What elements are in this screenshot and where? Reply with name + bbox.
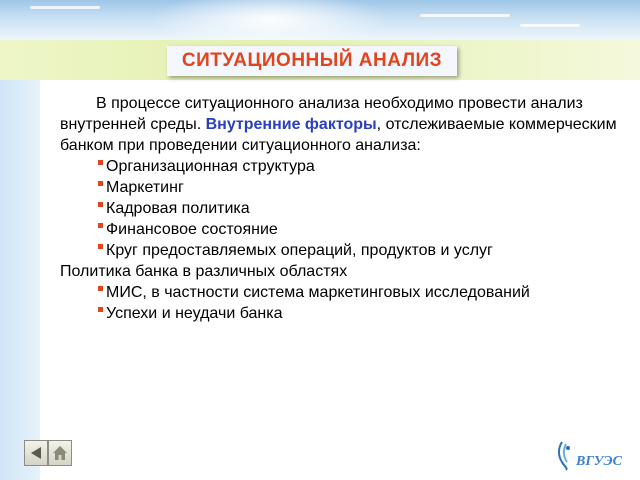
- factors-list: [60, 156, 620, 261]
- university-logo: [556, 440, 626, 472]
- list-item: [98, 177, 620, 198]
- logo-text: ВГУЭС: [576, 454, 622, 469]
- logo-emblem: [559, 442, 570, 470]
- list-item: [98, 219, 620, 240]
- slide-content: [60, 93, 620, 324]
- banner-streak: [30, 6, 100, 9]
- bullet-marker: [98, 286, 103, 291]
- policy-list: [60, 282, 620, 324]
- list-item-text: МИС, в частности система маркетинговых исследований: [106, 284, 530, 301]
- previous-slide-button[interactable]: [24, 440, 48, 466]
- list-item: [98, 303, 620, 324]
- house-icon: [52, 445, 68, 461]
- header-banner: [0, 0, 640, 40]
- slide-title: СИТУАЦИОННЫЙ АНАЛИЗ: [181, 50, 443, 71]
- list-item-text: Кадровая политика: [106, 200, 250, 217]
- bullet-marker: [98, 160, 103, 165]
- home-button[interactable]: [48, 440, 72, 466]
- list-item-text: Организационная структура: [106, 158, 315, 175]
- internal-factors-highlight: Внутренние факторы: [205, 116, 377, 133]
- intro-text-end: , отслеживаемые коммерческим банком при проведении ситуационного анализа:: [60, 116, 617, 154]
- list-item-text: Круг предоставляемых операций, продуктов и услуг: [106, 242, 493, 259]
- list-item-text: Финансовое состояние: [106, 221, 278, 238]
- triangle-left-icon: [29, 446, 43, 460]
- list-item: [98, 198, 620, 219]
- list-item: [98, 240, 620, 261]
- list-item-text: Успехи и неудачи банка: [106, 305, 283, 322]
- bullet-marker: [98, 202, 103, 207]
- banner-glow: [150, 0, 390, 40]
- slide-navigation: [24, 440, 72, 466]
- bullet-marker: [98, 244, 103, 249]
- bullet-marker: [98, 181, 103, 186]
- list-item-text: Маркетинг: [106, 179, 184, 196]
- bullet-marker: [98, 223, 103, 228]
- left-sidebar-decoration: [0, 80, 40, 480]
- list-item: [98, 156, 620, 177]
- title-box: [167, 46, 457, 76]
- banner-streak: [520, 24, 580, 27]
- banner-streak: [420, 14, 510, 17]
- policy-subheading: Политика банка в различных областях: [60, 263, 348, 280]
- bullet-marker: [98, 307, 103, 312]
- intro-text-start: В процессе ситуационного анализа необходимо провести анализ внутренней среды.: [60, 95, 583, 133]
- list-item: [98, 282, 620, 303]
- intro-paragraph: [60, 93, 620, 156]
